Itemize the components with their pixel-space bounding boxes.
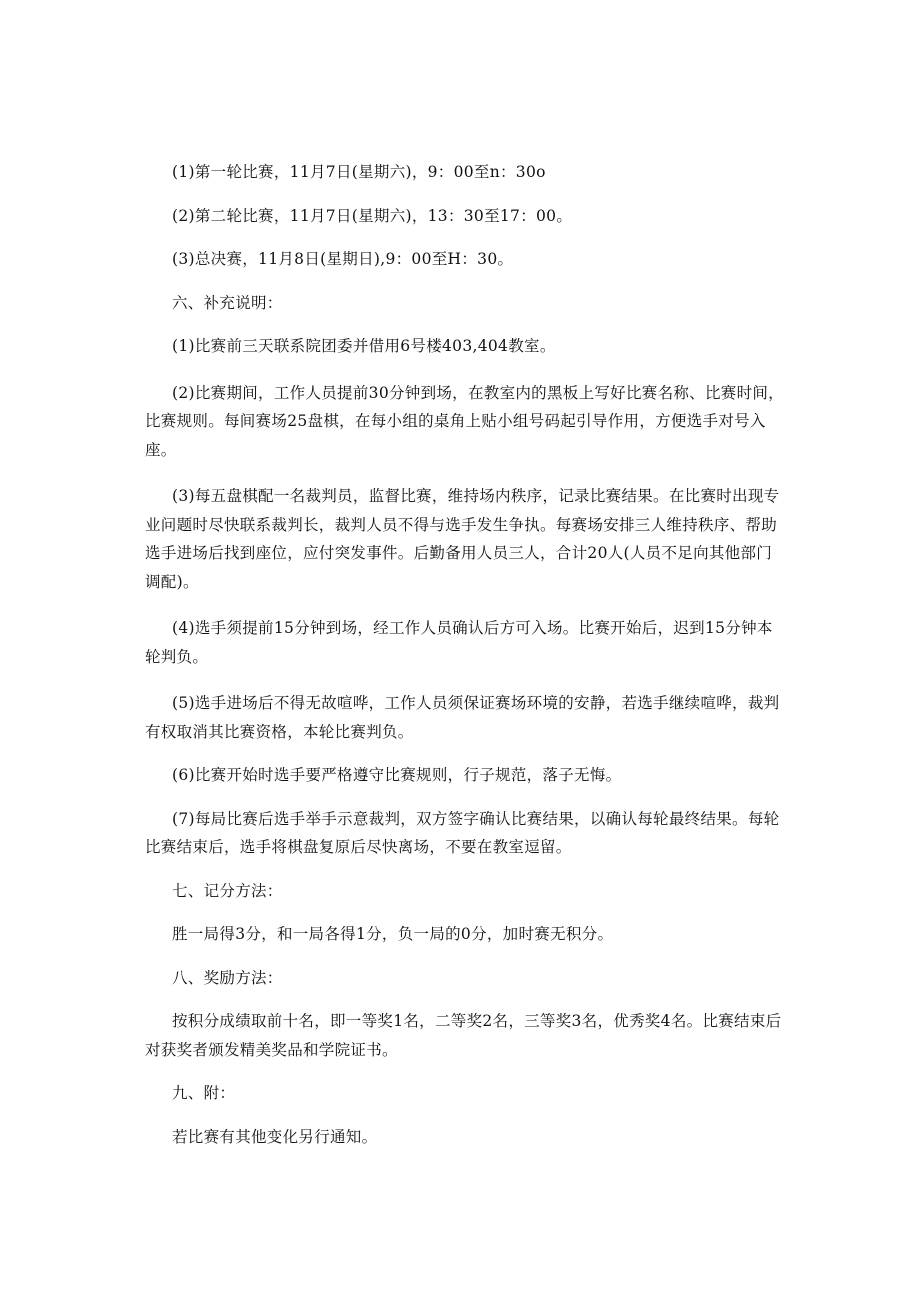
- supplement-item-6: (6)比赛开始时选手要严格遵守比赛规则，行子规范，落子无悔。: [172, 766, 622, 784]
- schedule-round-2: (2)第二轮比赛，11月7日(星期六)，13：30至17：00。: [172, 206, 573, 225]
- supplement-item-7: (7)每局比赛后选手举手示意裁判，双方签字确认比赛结果，以确认每轮最终结果。每轮比赛结束后，选手将棋盘复原后尽快离场，不要在教室逗留。: [145, 809, 780, 856]
- schedule-final: (3)总决赛，11月8日(星期日),9：00至H：30。: [172, 250, 514, 268]
- supplement-item-4: (4)选手须提前15分钟到场，经工作人员确认后方可入场。比赛开始后，迟到15分钟本轮判负。: [145, 619, 773, 666]
- supplement-item-5: (5)选手进场后不得无故喧哗，工作人员须保证赛场环境的安静，若选手继续喧哗，裁判有权取消其比赛资格，本轮比赛判负。: [145, 694, 780, 741]
- section-heading-appendix: 九、附：: [172, 1084, 236, 1102]
- section-heading-awards: 八、奖励方法：: [172, 968, 283, 987]
- supplement-item-2: (2)比赛期间，工作人员提前30分钟到场，在教室内的黑板上写好比赛名称、比赛时间，比赛规则。每间赛场25盘棋，在每小组的桌角上贴小组号码起引导作用，方便选手对号入座。: [145, 383, 784, 459]
- scoring-rules: 胜一局得3分，和一局各得1分，负一局的0分，加时赛无积分。: [172, 925, 614, 943]
- appendix-note: 若比赛有其他变化另行通知。: [172, 1127, 378, 1146]
- section-heading-scoring: 七、记分方法：: [172, 881, 283, 900]
- awards-rules: 按积分成绩取前十名，即一等奖1名，二等奖2名，三等奖3名，优秀奖4名。比赛结束后对获奖者颁发精美奖品和学院证书。: [145, 1012, 782, 1059]
- supplement-item-1: (1)比赛前三天联系院团委并借用6号楼403,404教室。: [172, 337, 556, 355]
- supplement-item-3: (3)每五盘棋配一名裁判员，监督比赛，维持场内秩序，记录比赛结果。在比赛时出现专业问题时尽快联系裁判长，裁判人员不得与选手发生争执。每赛场安排三人维持秩序、帮助选手进场后找到座位，应付突发事件。后勤备用人员三人，合计20人(人员不足向其他部门调配)。: [145, 487, 780, 591]
- schedule-round-1: (1)第一轮比赛，11月7日(星期六)，9：00至n：30o: [172, 163, 546, 181]
- section-heading-supplement: 六、补充说明：: [172, 293, 283, 312]
- document-body: [145, 158, 785, 1151]
